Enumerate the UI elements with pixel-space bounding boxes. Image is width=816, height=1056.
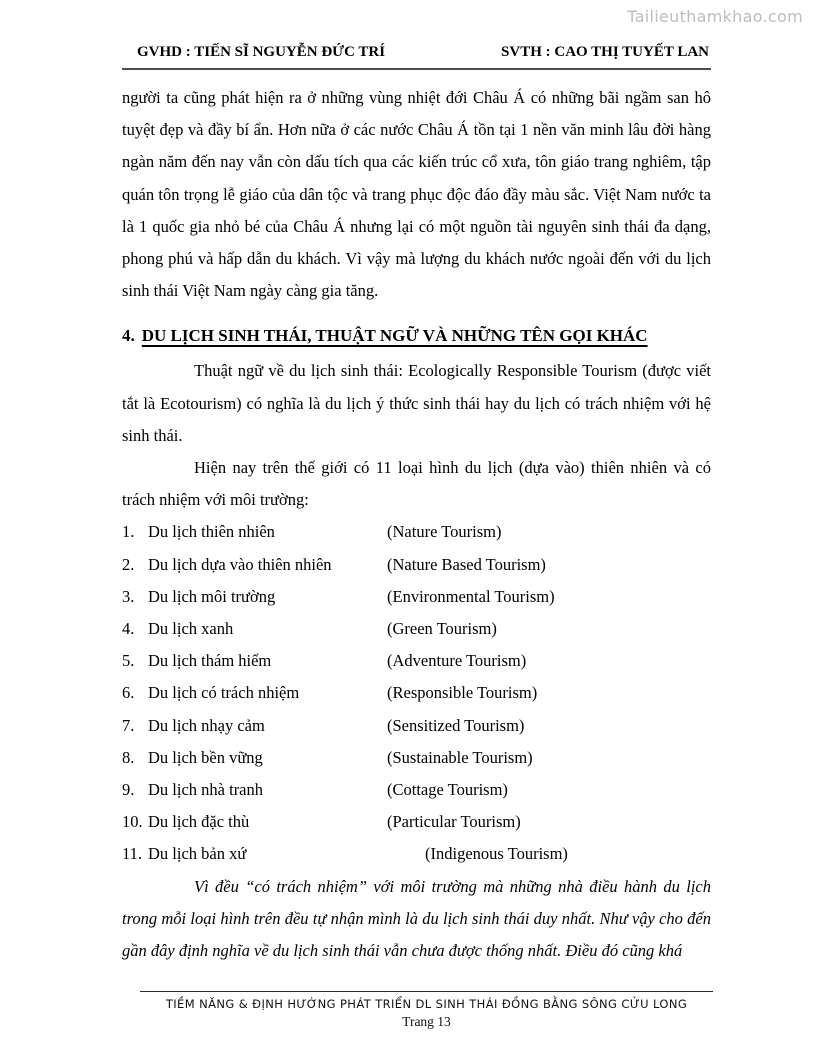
list-item-number: 5. xyxy=(122,651,135,671)
list-item-vietnamese: Du lịch đặc thù xyxy=(148,812,250,832)
list-item xyxy=(122,806,711,838)
list-item-vietnamese: Du lịch xanh xyxy=(148,619,234,639)
list-item-english: (Cottage Tourism) xyxy=(387,780,508,800)
list-item-number: 2. xyxy=(122,554,135,574)
list-item xyxy=(122,645,711,677)
list-item-number: 9. xyxy=(122,780,135,800)
list-item-english: (Nature Tourism) xyxy=(387,522,502,542)
list-item-vietnamese: Du lịch bản xứ xyxy=(148,844,247,864)
list-item-number: 3. xyxy=(122,586,135,606)
list-item-vietnamese: Du lịch có trách nhiệm xyxy=(148,683,300,703)
list-item-number: 4. xyxy=(122,619,135,639)
page-number: Trang 13 xyxy=(402,1014,451,1029)
list-item-number: 7. xyxy=(122,715,135,735)
list-item-vietnamese: Du lịch bền vững xyxy=(148,747,263,767)
list-item xyxy=(122,774,711,806)
list-item-english: (Green Tourism) xyxy=(387,619,497,639)
section-title: DU LỊCH SINH THÁI, THUẬT NGỮ VÀ NHỮNG TÊN GỌI KHÁC xyxy=(141,326,648,346)
list-item-number: 10. xyxy=(122,812,143,832)
list-item-english: (Sustainable Tourism) xyxy=(387,747,533,767)
terminology-paragraph: Thuật ngữ về du lịch sinh thái: Ecologically Responsible Tourism (được viết tắt là Ecotourism) có nghĩa là du lịch ý thức sinh thái hay du lịch có trách nhiệm với hệ sinh thái. xyxy=(122,361,711,445)
section-heading xyxy=(122,321,711,351)
page-content xyxy=(122,82,711,967)
header-advisor: GVHD : TIẾN SĨ NGUYỄN ĐỨC TRÍ xyxy=(137,44,386,60)
section-number: 4. xyxy=(122,326,135,346)
list-item-number: 6. xyxy=(122,683,135,703)
footer-rule xyxy=(140,991,713,992)
list-item-number: 8. xyxy=(122,747,135,767)
watermark: Tailieuthamkhao.com xyxy=(627,7,803,26)
list-item-vietnamese: Du lịch nhà tranh xyxy=(148,780,264,800)
list-item-vietnamese: Du lịch thám hiểm xyxy=(148,651,272,671)
list-item-english: (Environmental Tourism) xyxy=(387,586,555,606)
page-footer xyxy=(140,991,713,1030)
list-item-english: (Responsible Tourism) xyxy=(387,683,538,703)
list-item-english: (Sensitized Tourism) xyxy=(387,715,525,735)
tourism-types-list xyxy=(122,516,711,870)
list-item-vietnamese: Du lịch nhạy cảm xyxy=(148,715,265,735)
list-item xyxy=(122,516,711,548)
page-header xyxy=(122,0,711,70)
closing-italic-paragraph: Vì đều “có trách nhiệm” với môi trường mà những nhà điều hành du lịch trong mỗi loại hình trên đều tự nhận mình là du lịch sinh thái duy nhất. Như vậy cho đến gần đây định nghĩa về du lịch sinh thái vẫn chưa được thống nhất. Điều đó cũng khá xyxy=(122,876,711,961)
list-item-vietnamese: Du lịch dựa vào thiên nhiên xyxy=(148,554,332,574)
header-student: SVTH : CAO THỊ TUYẾT LAN xyxy=(501,44,709,60)
list-item-english: (Indigenous Tourism) xyxy=(425,844,568,864)
list-item-english: (Adventure Tourism) xyxy=(387,651,527,671)
list-item-number: 1. xyxy=(122,522,135,542)
list-item xyxy=(122,742,711,774)
list-item-english: (Particular Tourism) xyxy=(387,812,521,832)
list-item-english: (Nature Based Tourism) xyxy=(387,554,546,574)
list-item xyxy=(122,613,711,645)
footer-title: TIỀM NĂNG & ĐỊNH HƯỚNG PHÁT TRIỂN DL SINH THÁI ĐỒNG BẰNG SÔNG CỬU LONG xyxy=(165,997,688,1011)
list-item xyxy=(122,549,711,581)
list-item xyxy=(122,838,711,870)
list-item xyxy=(122,677,711,709)
list-item-vietnamese: Du lịch môi trường xyxy=(148,586,276,606)
list-item xyxy=(122,581,711,613)
types-intro-paragraph: Hiện nay trên thế giới có 11 loại hình du lịch (dựa vào) thiên nhiên và có trách nhiệm với môi trường: xyxy=(122,458,711,510)
list-item-number: 11. xyxy=(122,844,143,864)
list-item-vietnamese: Du lịch thiên nhiên xyxy=(148,522,275,542)
header-row xyxy=(122,44,711,68)
intro-paragraph: người ta cũng phát hiện ra ở những vùng nhiệt đới Châu Á có những bãi ngầm san hô tuyệt đẹp và đầy bí ẩn. Hơn nữa ở các nước Châu Á tồn tại 1 nền văn minh lâu đời hàng ngàn năm đến nay vẫn còn dấu tích qua các kiến trúc cổ xưa, tôn giáo trang nghiêm, tập quán tôn trọng lễ giáo của dân tộc và trang phục độc đáo đầy màu sắc. Việt Nam nước ta là 1 quốc gia nhỏ bé của Châu Á nhưng lại có một nguồn tài nguyên sinh thái đa dạng, phong phú và hấp dẫn du khách. Vì vậy mà lượng du khách nước ngoài đến với du lịch sinh thái Việt Nam ngày càng gia tăng. xyxy=(122,88,711,301)
header-rule xyxy=(122,68,711,70)
list-item xyxy=(122,710,711,742)
